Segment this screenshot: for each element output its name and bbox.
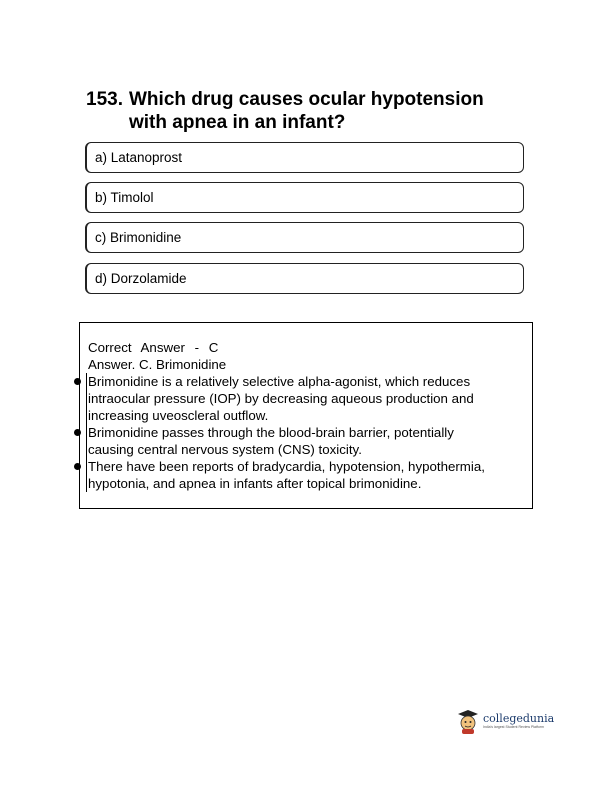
explanation-bullet [88,458,528,492]
question-number: 153. [86,89,123,110]
explanation-line: intraocular pressure (IOP) by decreasing aqueous production and [88,391,474,406]
option-c[interactable]: c) Brimonidine [85,222,524,253]
answer-line: Answer. C. Brimonidine [88,357,227,372]
bullet-dot-icon [74,429,81,436]
bullet-rule [86,458,87,492]
question-line-2: with apnea in an infant? [129,112,346,133]
explanation-bullet [88,424,528,458]
logo-wordmark: collegedunia [483,711,555,725]
logo-tagline: India's largest Student Review Platform [483,724,544,729]
bullet-dot-icon [74,378,81,385]
option-a[interactable]: a) Latanoprost [85,142,524,173]
explanation-line: Brimonidine passes through the blood-brain barrier, potentially [88,425,454,440]
option-b[interactable]: b) Timolol [85,182,524,213]
graduate-mascot-icon [456,708,480,734]
bullet-rule [86,424,87,458]
explanation-line: causing central nervous system (CNS) toxicity. [88,442,362,457]
explanation-line: There have been reports of bradycardia, hypotension, hypothermia, [88,459,485,474]
correct-answer-line: Correct Answer - C [88,340,219,355]
explanation-bullet [88,373,528,424]
explanation-line: increasing uveoscleral outflow. [88,408,269,423]
explanation-line: hypotonia, and apnea in infants after topical brimonidine. [88,476,422,491]
answer-box [79,322,533,509]
question-line-1: Which drug causes ocular hypotension [129,89,484,110]
bullet-rule [86,373,87,424]
option-d[interactable]: d) Dorzolamide [85,263,524,294]
bullet-dot-icon [74,463,81,470]
question-text [86,88,526,134]
collegedunia-logo [456,708,554,734]
explanation-line: Brimonidine is a relatively selective alpha-agonist, which reduces [88,374,471,389]
explanation-list [88,373,528,492]
